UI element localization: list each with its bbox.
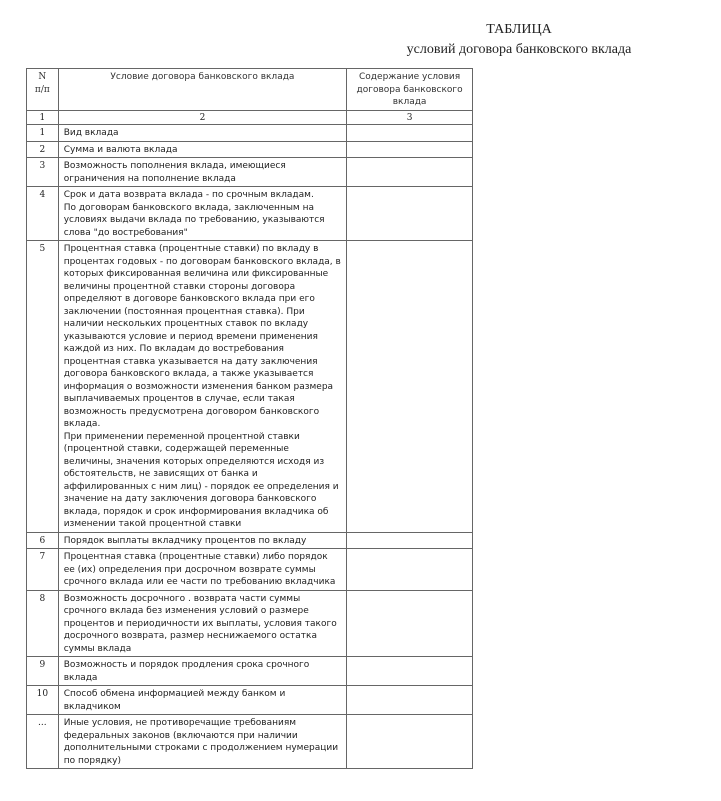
row-condition — [58, 715, 346, 769]
row-condition — [58, 241, 346, 533]
table-row — [27, 532, 473, 549]
row-content — [347, 657, 473, 686]
row-number: 10 — [27, 686, 59, 715]
row-content — [347, 686, 473, 715]
deposit-terms-table — [26, 68, 473, 769]
row-condition-text: Порядок выплаты вкладчику процентов по вкладу — [63, 535, 307, 546]
row-condition — [58, 125, 346, 142]
row-condition-text: Способ обмена информацией между банком и вкладчиком — [63, 689, 286, 712]
table-row — [27, 158, 473, 187]
row-content — [347, 241, 473, 533]
row-number: 1 — [27, 125, 59, 142]
header-content — [347, 69, 473, 111]
column-index-row — [27, 110, 473, 125]
row-content — [347, 187, 473, 241]
document-title-block — [300, 20, 721, 60]
row-content — [347, 549, 473, 591]
row-condition — [58, 590, 346, 657]
row-condition — [58, 187, 346, 241]
table-row — [27, 141, 473, 158]
table-row — [27, 125, 473, 142]
row-content — [347, 125, 473, 142]
row-number: 6 — [27, 532, 59, 549]
row-condition-text: Процентная ставка (процентные ставки) по вкладу в процентах годовых - по договорам банковского вклада, в которых фиксированная величина или фиксированные величины процентной ставки стороны договора определяют в договоре банковского вклада при его заключении (постоянная процентная ставка). При наличии нескольких процентных ставок по вкладу указываются условие и период времени применения каждой из них. По вкладам до востребования процентная ставка указывается на дату заключения договора банковского вклада, а также указывается информация о возможности изменения банком размера выплачиваемых процентов в случае, если такая возможность предусмотрена договором банковского вклада. При применении переменной процентной ставки (процентной ставки, содержащей переменные величины, значения которых определяются исходя из обстоятельств, не зависящих от банка и аффилированных с ним лиц) - порядок ее определения и значение на дату заключения договора банковского вклада, порядок и срок информирования вкладчика об изменении такой процентной ставки — [63, 244, 341, 529]
column-index-1: 1 — [27, 110, 59, 125]
row-condition-text: Сумма и валюта вклада — [63, 144, 178, 155]
row-number: ... — [27, 715, 59, 769]
table-row — [27, 549, 473, 591]
row-number: 3 — [27, 158, 59, 187]
row-condition — [58, 532, 346, 549]
row-condition-text: Срок и дата возврата вклада - по срочным вкладам. По договорам банковского вклада, заключенным на условиях выдачи вклада по требованию, указываются слова "до востребования" — [63, 190, 325, 238]
row-condition — [58, 549, 346, 591]
header-content-label: Содержание условия договора банковского вклада — [356, 72, 463, 107]
table-row — [27, 241, 473, 533]
row-condition-text: Возможность досрочного . возврата части суммы срочного вклада без изменения условий о размере процентов и периодичности их выплаты, условия такого досрочного возврата, размер неснижаемого остатка суммы вклада — [63, 593, 337, 654]
header-condition-label: Условие договора банковского вклада — [110, 72, 295, 82]
column-index-2: 2 — [58, 110, 346, 125]
row-condition — [58, 141, 346, 158]
row-condition-text: Вид вклада — [63, 128, 119, 138]
row-condition — [58, 657, 346, 686]
row-number: 7 — [27, 549, 59, 591]
row-content — [347, 141, 473, 158]
column-index-3: 3 — [347, 110, 473, 125]
table-row — [27, 657, 473, 686]
table-row — [27, 686, 473, 715]
table-header-row — [27, 69, 473, 111]
row-condition-text: Возможность пополнения вклада, имеющиеся ограничения на пополнение вклада — [63, 161, 286, 184]
table-row — [27, 187, 473, 241]
row-content — [347, 158, 473, 187]
row-condition — [58, 158, 346, 187]
row-content — [347, 715, 473, 769]
row-condition-text: Процентная ставка (процентные ставки) либо порядок ее (их) определения при досрочном возврате суммы срочного вклада или ее части по требованию вкладчика — [63, 552, 336, 587]
row-number: 8 — [27, 590, 59, 657]
header-num — [27, 69, 59, 111]
table-row — [27, 590, 473, 657]
header-condition — [58, 69, 346, 111]
row-condition-text: Иные условия, не противоречащие требованиям федеральных законов (включаются при наличии дополнительными строками с продолжением нумерации по порядку) — [63, 718, 339, 766]
row-condition-text: Возможность и порядок продления срока срочного вклада — [63, 660, 310, 683]
row-number: 4 — [27, 187, 59, 241]
row-number: 2 — [27, 141, 59, 158]
document-title: ТАБЛИЦА — [486, 22, 552, 37]
table-row — [27, 715, 473, 769]
document-subtitle: условий договора банковского вклада — [406, 42, 632, 57]
row-number: 5 — [27, 241, 59, 533]
header-num-label: N п/п — [34, 72, 50, 95]
row-number: 9 — [27, 657, 59, 686]
row-content — [347, 590, 473, 657]
row-content — [347, 532, 473, 549]
row-condition — [58, 686, 346, 715]
